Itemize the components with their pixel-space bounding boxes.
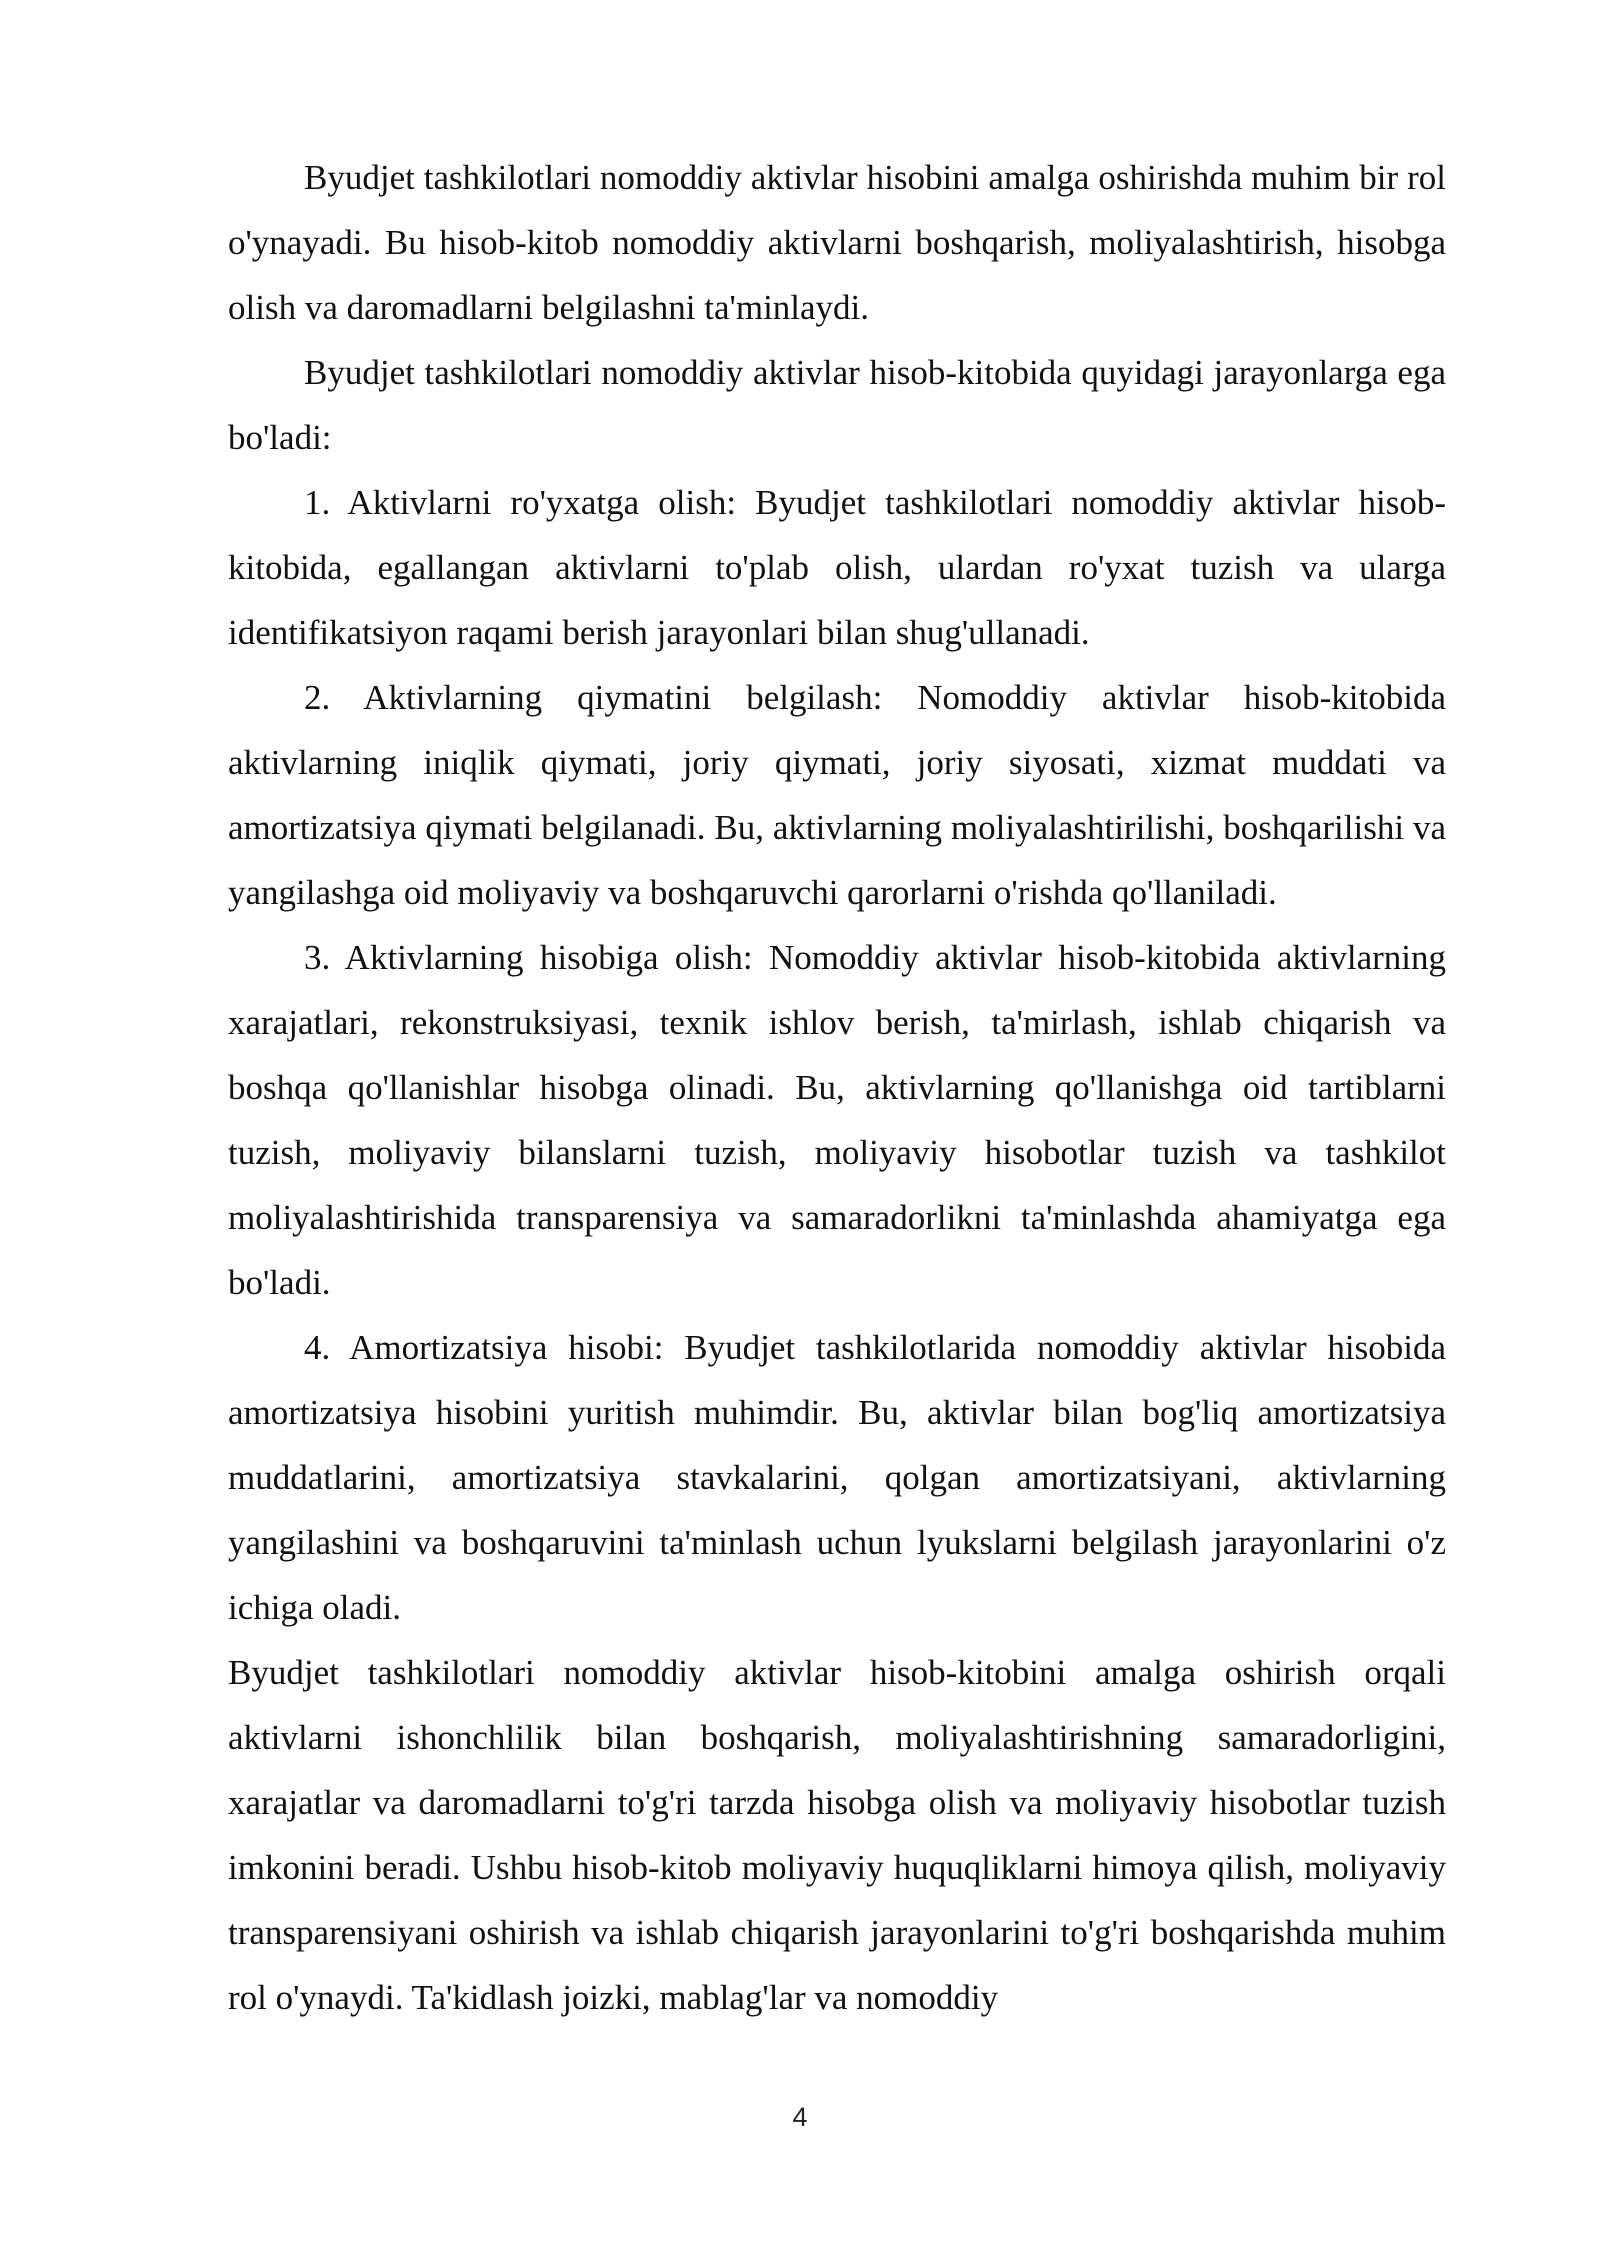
list-item-4: 4. Amortizatsiya hisobi: Byudjet tashkilotlarida nomoddiy aktivlar hisobida amortizatsiya hisobini yuritish muhimdir. Bu, aktivlar bilan bog'liq amortizatsiya muddatlarini, amortizatsiya stavkalarini, qolgan amortizatsiyani, aktivlarning yangilashini va boshqaruvini ta'minlash uchun lyukslarni belgilash jarayonlarini o'z ichiga oladi. [228, 1328, 1446, 1627]
list-item-1: 1. Aktivlarni ro'yxatga olish: Byudjet tashkilotlari nomoddiy aktivlar hisob-kitobida, egallangan aktivlarni to'plab olish, ulardan ro'yxat tuzish va ularga identifikatsiyon raqami berish jarayonlari bilan shug'ullanadi. [228, 483, 1446, 652]
paragraph-conclusion: Byudjet tashkilotlari nomoddiy aktivlar hisob-kitobini amalga oshirish orqali aktivlarni ishonchlilik bilan boshqarish, moliyalashtirishning samaradorligini, xarajatlar va daromadlarni to'g'ri tarzda hisobga olish va moliyaviy hisobotlar tuzish imkonini beradi. Ushbu hisob-kitob moliyaviy huquqliklarni himoya qilish, moliyaviy transparensiyani oshirish va ishlab chiqarish jarayonlarini to'g'ri boshqarishda muhim rol o'ynaydi. Ta'kidlash joizki, mablag'lar va nomoddiy [228, 1653, 1446, 2017]
body-text [228, 145, 1446, 2030]
paragraph-processes-lead: Byudjet tashkilotlari nomoddiy aktivlar hisob-kitobida quyidagi jarayonlarga ega bo'ladi: [228, 353, 1446, 457]
page-number: 4 [792, 2102, 808, 2132]
list-item-3: 3. Aktivlarning hisobiga olish: Nomoddiy aktivlar hisob-kitobida aktivlarning xarajatlari, rekonstruksiyasi, texnik ishlov berish, ta'mirlash, ishlab chiqarish va boshqa qo'llanishlar hisobga olinadi. Bu, aktivlarning qo'llanishga oid tartiblarni tuzish, moliyaviy bilanslarni tuzish, moliyaviy hisobotlar tuzish va tashkilot moliyalashtirishida transparensiya va samaradorlikni ta'minlashda ahamiyatga ega bo'ladi. [228, 938, 1446, 1302]
paragraph-intro: Byudjet tashkilotlari nomoddiy aktivlar hisobini amalga oshirishda muhim bir rol o'ynayadi. Bu hisob-kitob nomoddiy aktivlarni boshqarish, moliyalashtirish, hisobga olish va daromadlarni belgilashni ta'minlaydi. [228, 158, 1446, 327]
list-item-2: 2. Aktivlarning qiymatini belgilash: Nomoddiy aktivlar hisob-kitobida aktivlarning iniqlik qiymati, joriy qiymati, joriy siyosati, xizmat muddati va amortizatsiya qiymati belgilanadi. Bu, aktivlarning moliyalashtirilishi, boshqarilishi va yangilashga oid moliyaviy va boshqaruvchi qarorlarni o'rishda qo'llaniladi. [228, 678, 1446, 912]
